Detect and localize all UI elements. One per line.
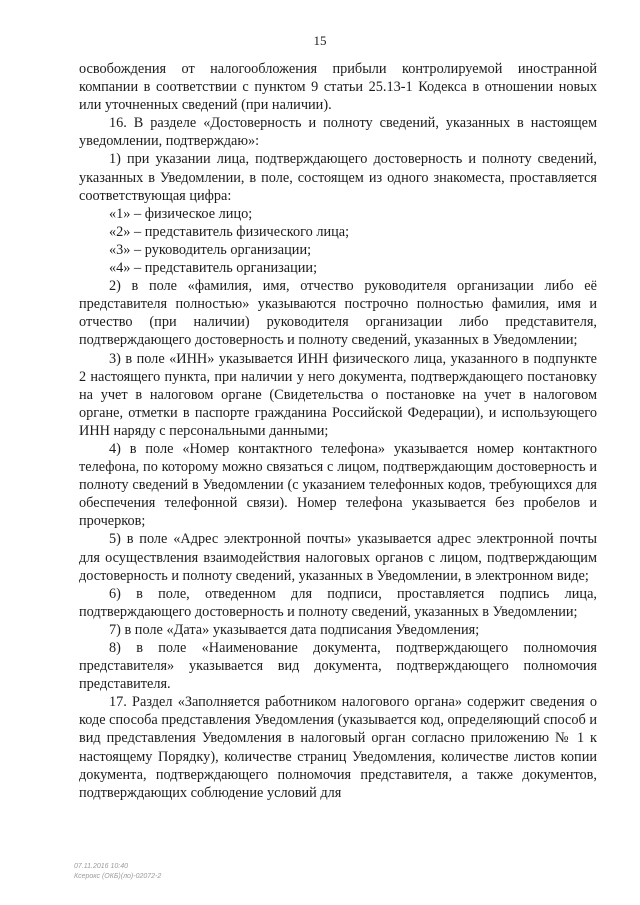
footer-timestamp: 07.11.2016 10:40 (74, 863, 128, 870)
list-item-4: «4» – представитель организации; (109, 260, 318, 277)
paragraph-16: 16. В разделе «Достоверность и полноту сведений, указанных в настоящем уведомлении, подтверждаю»: (79, 115, 597, 150)
document-body (79, 60, 597, 802)
list-item-2: «2» – представитель физического лица; (109, 223, 350, 240)
paragraph-16-8: 8) в поле «Наименование документа, подтверждающего полномочия представителя» указывается вид документа, подтверждающего полномочия представителя. (79, 640, 597, 693)
footer-document-id: Ксерокс (ОКБ)(ло)-02072-2 (74, 873, 162, 880)
paragraph-16-5: 5) в поле «Адрес электронной почты» указывается адрес электронной почты для осуществления взаимодействия налоговых органов с лицом, подтверждающим достоверность и полноту сведений, указанных в Уведомлении, в электронном виде; (79, 531, 597, 584)
paragraph-17: 17. Раздел «Заполняется работником налогового органа» содержит сведения о коде способа представления Уведомления (указывается код, определяющий способ и вид представления Уведомления в налоговый орган согласно приложению № 1 к настоящему Порядку), количестве страниц Уведомления, количестве листов копии документа, подтверждающего полномочия представителя, а также документов, подтверждающих соблюдение условий для (79, 694, 597, 801)
paragraph-16-2: 2) в поле «фамилия, имя, отчество руководителя организации либо её представителя полностью» указываются построчно полностью фамилия, имя и отчество (при наличии) руководителя организации либо представителя, подтверждающего достоверность и полноту сведений, указанных в Уведомлении; (79, 278, 597, 349)
page-number: 15 (313, 33, 327, 48)
list-item-1: «1» – физическое лицо; (109, 205, 253, 222)
print-footer (74, 862, 161, 882)
list-item-3: «3» – руководитель организации; (109, 241, 312, 258)
paragraph-continuation: освобождения от налогообложения прибыли контролируемой иностранной компании в соответствии с пунктом 9 статьи 25.13-1 Кодекса в отношении новых или уточненных сведений (при наличии). (79, 61, 597, 114)
paragraph-16-7: 7) в поле «Дата» указывается дата подписания Уведомления; (109, 621, 480, 638)
paragraph-16-1: 1) при указании лица, подтверждающего достоверность и полноту сведений, указанных в Уведомлении, в поле, состоящем из одного знакоместа, проставляется соответствующая цифра: (79, 151, 597, 204)
paragraph-16-3: 3) в поле «ИНН» указывается ИНН физического лица, указанного в подпункте 2 настоящего пункта, при наличии у него документа, подтверждающего постановку на учет в налоговом органе (Свидетельства о постановке на учет в налоговом органе, отметки в паспорте гражданина Российской Федерации), и использующего ИНН наряду с персональными данными; (79, 350, 597, 439)
paragraph-16-6: 6) в поле, отведенном для подписи, проставляется подпись лица, подтверждающего достоверность и полноту сведений, указанных в Уведомлении; (79, 585, 597, 620)
paragraph-16-4: 4) в поле «Номер контактного телефона» указывается номер контактного телефона, по которому можно связаться с лицом, подтверждающим достоверность и полноту сведений в Уведомлении (с указанием телефонных кодов, требующихся для обеспечения телефонной связи). Номер телефона указывается без пробелов и прочерков; (79, 440, 597, 530)
